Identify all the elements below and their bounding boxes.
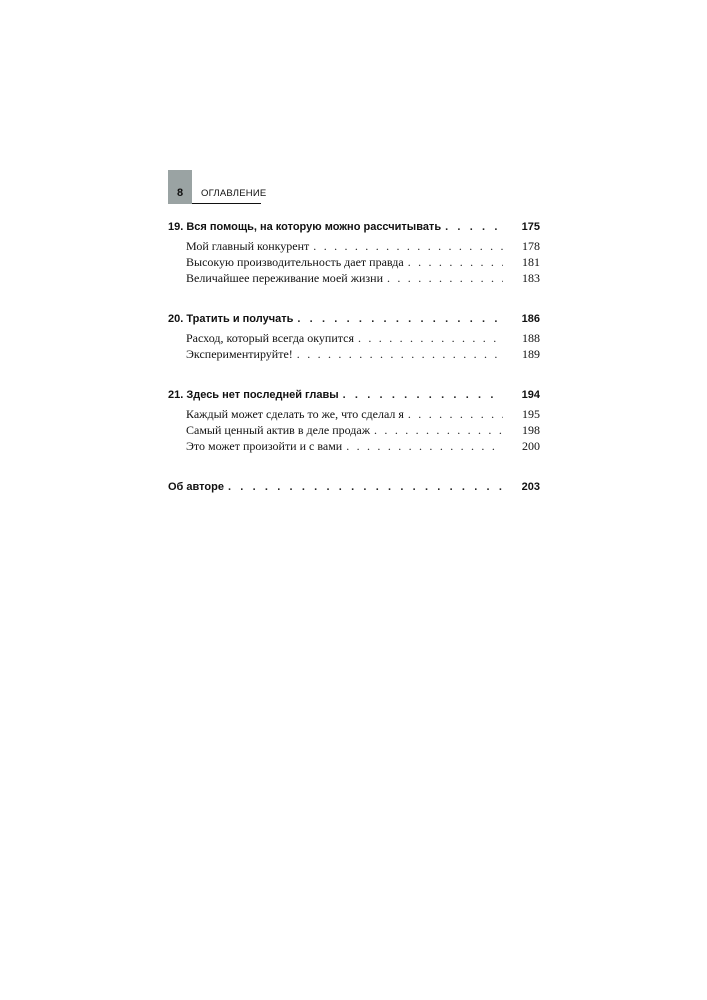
dot-leader [374,422,503,438]
dot-leader [313,238,503,254]
chapter-page: 203 [521,481,540,493]
toc-chapter-entry [168,216,540,238]
toc-section-entry [168,330,540,346]
page-number: 8 [176,187,184,199]
toc-chapter-entry [168,384,540,406]
section-title: Самый ценный актив в деле продаж [186,423,371,437]
section-page: 178 [522,239,540,253]
section-title: Экспериментируйте! [186,347,293,361]
dot-leader [228,476,503,498]
section-page: 200 [522,439,540,453]
header-rule [192,203,261,204]
toc-section-entry [168,270,540,286]
dot-leader [387,270,503,286]
section-page: 181 [522,255,540,269]
section-title: Величайшее переживание моей жизни [186,271,383,285]
table-of-contents [168,216,540,520]
dot-leader [343,384,503,406]
dot-leader [358,330,503,346]
dot-leader [408,254,503,270]
chapter-title: 21. Здесь нет последней главы [168,389,339,401]
section-page: 188 [522,331,540,345]
toc-section-entry [168,254,540,270]
chapter-page: 194 [521,389,540,401]
dot-leader [408,406,503,422]
chapter-title: 19. Вся помощь, на которую можно рассчитывать [168,221,442,233]
section-title: Каждый может сделать то же, что сделал я [186,407,404,421]
toc-section-entry [168,238,540,254]
section-title: Высокую производительность дает правда [186,255,404,269]
section-title: Расход, который всегда окупится [186,331,354,345]
dot-leader [297,308,503,330]
toc-chapter-19 [168,216,540,286]
dot-leader [346,438,503,454]
toc-about-author [168,476,540,498]
chapter-title: 20. Тратить и получать [168,313,294,325]
toc-section-entry [168,438,540,454]
section-page: 195 [522,407,540,421]
section-title: Это может произойти и с вами [186,439,343,453]
chapter-title: Об авторе [168,481,224,493]
toc-chapter-20 [168,308,540,362]
toc-chapter-entry [168,476,540,498]
section-page: 189 [522,347,540,361]
dot-leader [297,346,503,362]
toc-section-entry [168,422,540,438]
running-title: ОГЛАВЛЕНИЕ [201,188,267,199]
section-page: 183 [522,271,540,285]
section-title: Мой главный конкурент [186,239,310,253]
section-page: 198 [522,423,540,437]
toc-chapter-entry [168,308,540,330]
chapter-page: 186 [521,313,540,325]
chapter-page: 175 [521,221,540,233]
running-header [168,170,428,204]
toc-section-entry [168,346,540,362]
toc-chapter-21 [168,384,540,454]
toc-section-entry [168,406,540,422]
dot-leader [445,216,503,238]
